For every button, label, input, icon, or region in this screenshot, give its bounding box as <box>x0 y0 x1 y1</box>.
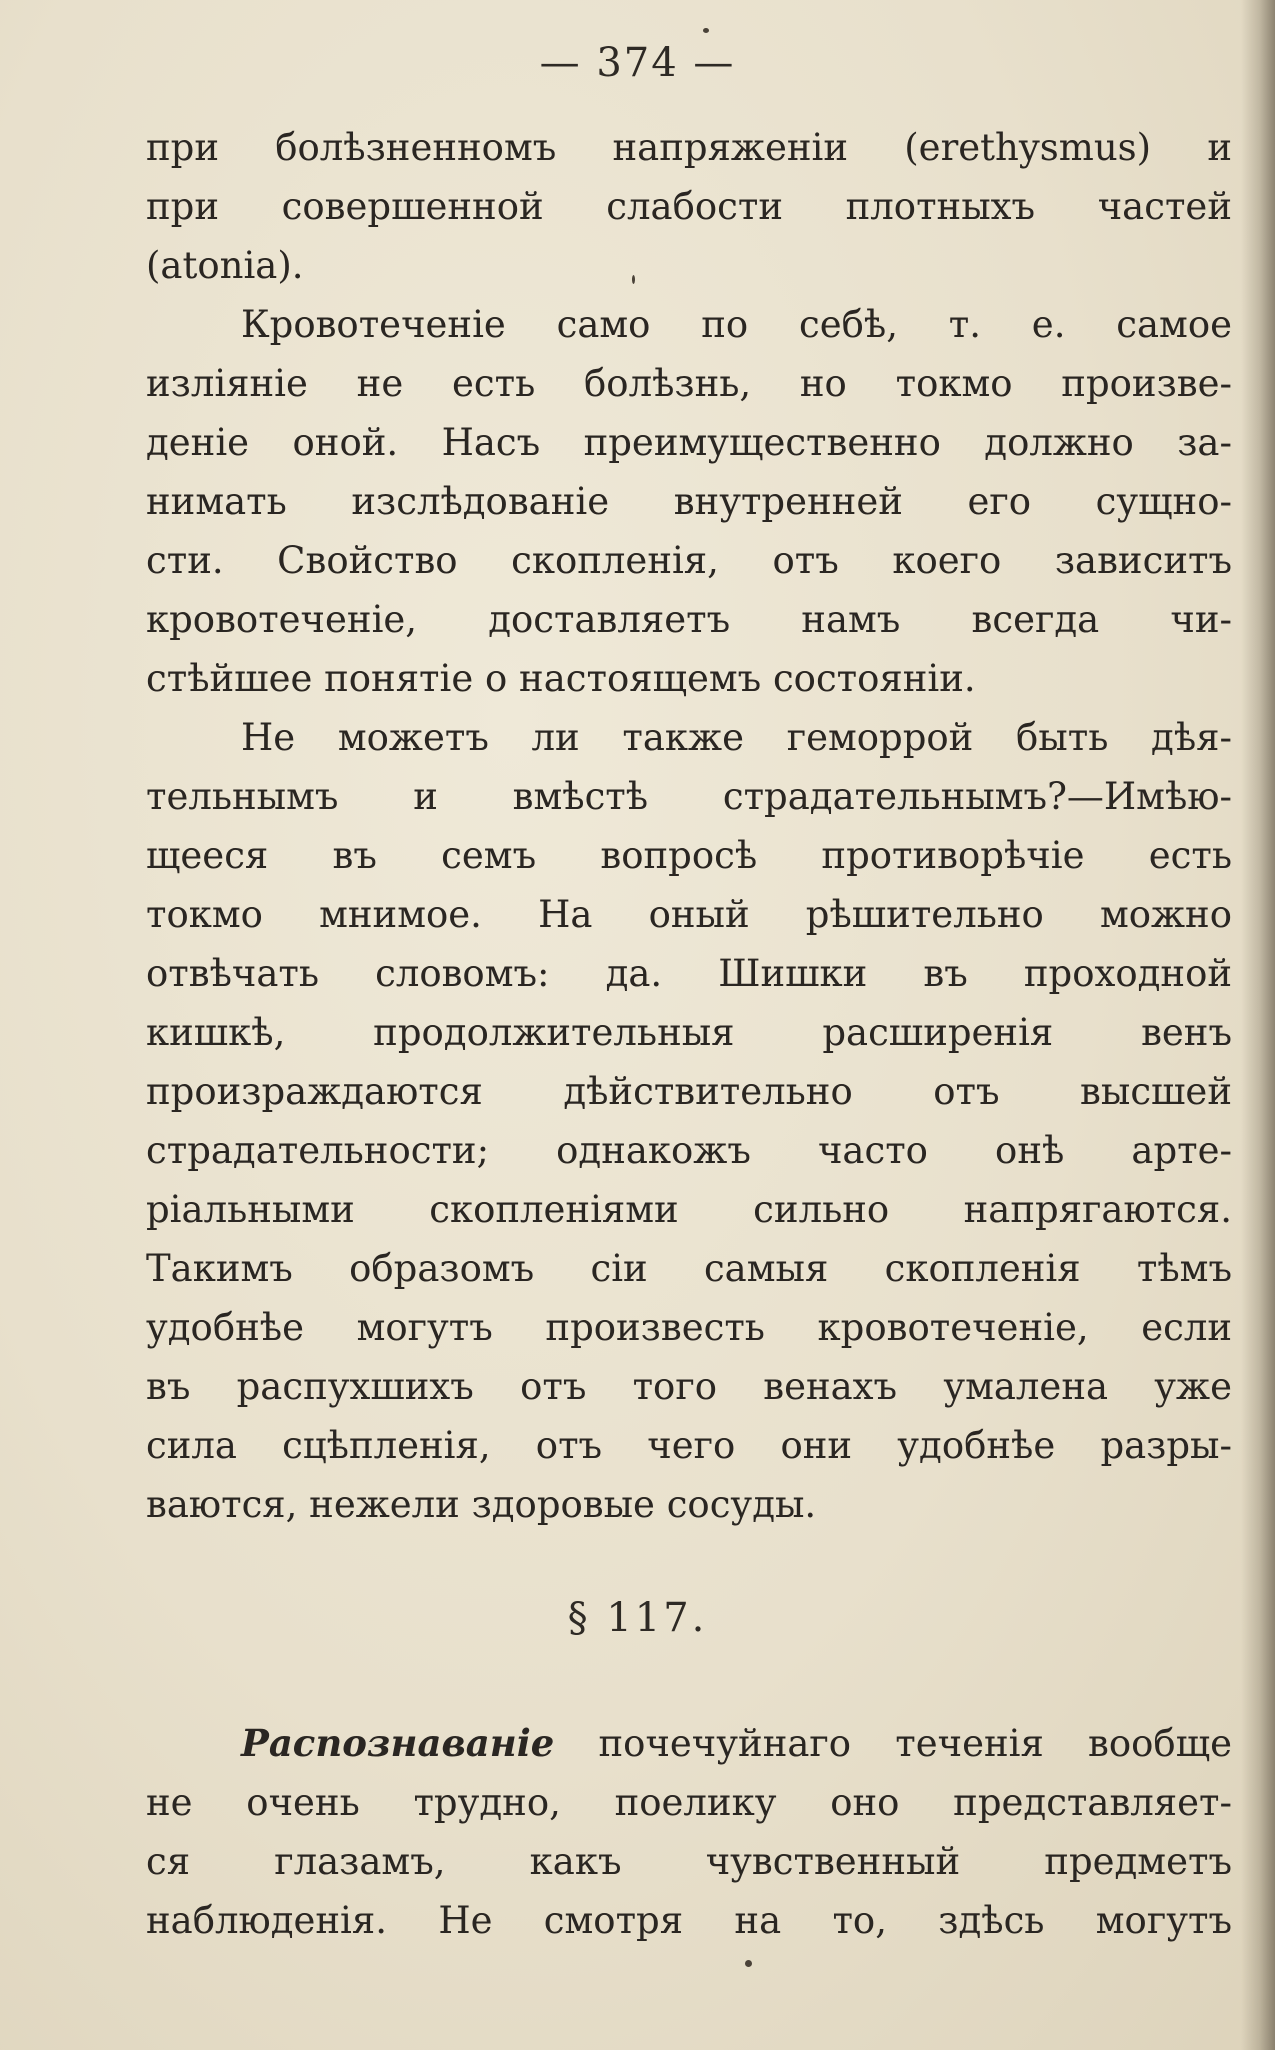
paper-speck <box>632 275 635 284</box>
text-line: нимать изслѣдованіе внутренней его сущно- <box>146 480 1232 523</box>
text-line: въ распухшихъ отъ того венахъ умалена уже <box>146 1365 1232 1408</box>
paper-speck <box>745 1960 752 1967</box>
text-line: удобнѣе могутъ произвесть кровотеченіе, если <box>146 1306 1232 1349</box>
main-text <box>146 118 1232 1534</box>
page-edge-shadow <box>1241 0 1275 2050</box>
page-number: — 374 — <box>539 40 736 86</box>
section-text <box>146 1714 1232 1950</box>
text-line: Такимъ образомъ сіи самыя скопленія тѣмъ <box>146 1247 1232 1290</box>
text-line: кишкѣ, продолжительныя расширенія венъ <box>146 1011 1232 1054</box>
text-line: (atonia). <box>146 244 304 287</box>
text-line: ваются, нежели здоровые сосуды. <box>146 1483 817 1526</box>
text-line: при совершенной слабости плотныхъ частей <box>146 185 1232 228</box>
text-line <box>146 1714 1232 1773</box>
text-line: Не можетъ ли также геморрой быть дѣя- <box>241 716 1232 759</box>
text-line: токмо мнимое. На оный рѣшительно можно <box>146 893 1232 936</box>
section-heading: § 117. <box>567 1595 708 1641</box>
text-line: тельнымъ и вмѣстѣ страдательнымъ?—Имѣю- <box>146 775 1232 818</box>
text-line: деніе оной. Насъ преимущественно должно за- <box>146 421 1232 464</box>
text-line: изліяніе не есть болѣзнь, но токмо произве- <box>146 362 1232 405</box>
text-line: ріальными скопленіями сильно напрягаются. <box>146 1188 1232 1231</box>
text-line: произраждаются дѣйствительно отъ высшей <box>146 1070 1232 1113</box>
text-line: сила сцѣпленія, отъ чего они удобнѣе разры- <box>146 1424 1232 1467</box>
text-line: сти. Свойство скопленія, отъ коего зависитъ <box>146 539 1232 582</box>
italic-term: Распознаваніе <box>241 1721 555 1765</box>
text-line: стѣйшее понятіе о настоящемъ состояніи. <box>146 657 976 700</box>
text-line: Кровотеченіе само по себѣ, т. е. самое <box>241 303 1232 346</box>
text-line: не очень трудно, поелику оно представляет- <box>146 1781 1232 1824</box>
text-line: ся глазамъ, какъ чувственный предметъ <box>146 1840 1232 1883</box>
paper-speck <box>703 28 709 33</box>
text-line-rest: почечуйнаго теченія вообще <box>554 1722 1232 1765</box>
text-line: отвѣчать словомъ: да. Шишки въ проходной <box>146 952 1232 995</box>
text-line: кровотеченіе, доставляетъ намъ всегда чи- <box>146 598 1232 641</box>
text-line: страдательности; однакожъ часто онѣ арте- <box>146 1129 1232 1172</box>
text-line: наблюденія. Не смотря на то, здѣсь могутъ <box>146 1899 1232 1942</box>
text-line: щееся въ семъ вопросѣ противорѣчіе есть <box>146 834 1232 877</box>
text-line: при болѣзненномъ напряженіи (erethysmus) и <box>146 126 1232 169</box>
